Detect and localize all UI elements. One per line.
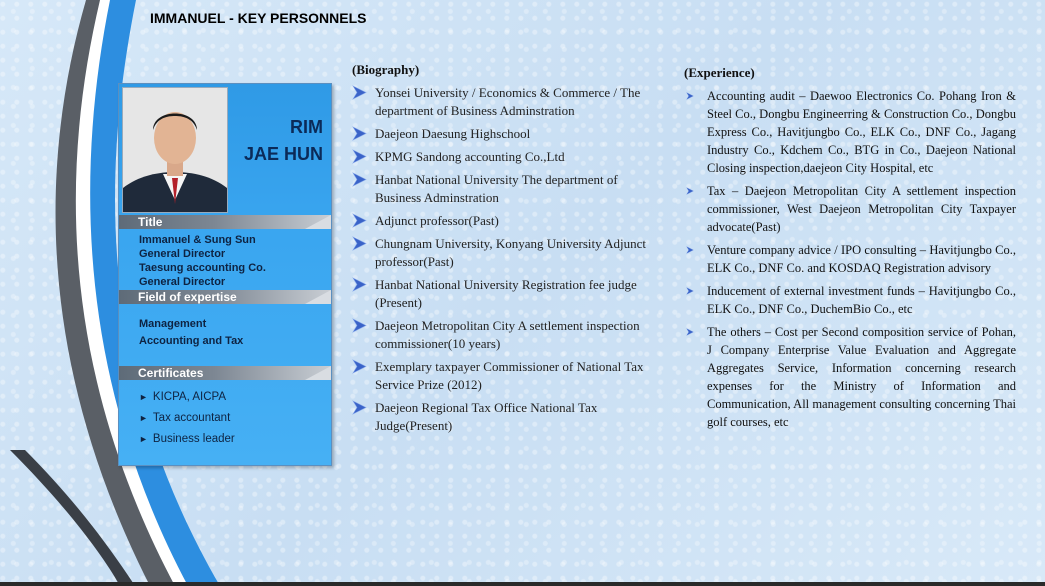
small-arrow-bullet-icon — [686, 187, 694, 195]
experience-heading: (Experience) — [684, 65, 755, 80]
biography-item: Adjunct professor(Past) — [352, 212, 652, 230]
title-details — [139, 233, 266, 289]
biography-item: Daejeon Metropolitan City A settlement inspection commissioner(10 years) — [352, 317, 652, 353]
blue-arrow-bullet-icon — [352, 85, 367, 100]
expertise-section-bar: Field of expertise — [119, 290, 331, 304]
small-arrow-bullet-icon — [686, 287, 694, 295]
blue-arrow-bullet-icon — [352, 236, 367, 251]
blue-arrow-bullet-icon — [352, 359, 367, 374]
experience-list — [686, 87, 1016, 436]
blue-arrow-bullet-icon — [352, 400, 367, 415]
title-line: General Director — [139, 248, 226, 260]
blue-arrow-bullet-icon — [352, 213, 367, 228]
biography-item: Hanbat National University The department of Business Adminstration — [352, 171, 652, 207]
certificate-item: ► KICPA, AICPA — [139, 391, 226, 403]
bottom-border — [0, 582, 1045, 586]
triangle-right-icon: ► — [139, 392, 148, 402]
biography-heading: (Biography) — [352, 62, 420, 77]
biography-item: Daejeon Daesung Highschool — [352, 125, 652, 143]
certificate-item: ► Business leader — [139, 433, 235, 445]
biography-item: Daejeon Regional Tax Office National Tax Judge(Present) — [352, 399, 652, 435]
experience-item: The others – Cost per Second composition service of Pohan, J Company Enterprise Value Evaluation and Aggregate Aggregates Service, Information concerning research expenses for the Ministry of Information and Communication, All management consulting concerning Thai golf courses, etc — [686, 323, 1016, 431]
title-line: Taesung accounting Co. — [139, 262, 266, 274]
experience-item: Venture company advice / IPO consulting – Havitjungbo Co., ELK Co., DNF Co. and KOSDAQ Registration advisory — [686, 241, 1016, 277]
experience-item: Inducement of external investment funds – Havitjungbo Co., ELK Co., DNF Co., DuchemBio Co., etc — [686, 282, 1016, 318]
blue-arrow-bullet-icon — [352, 318, 367, 333]
profile-card — [118, 83, 332, 466]
expertise-details — [139, 316, 243, 350]
triangle-right-icon: ► — [139, 434, 148, 444]
triangle-right-icon: ► — [139, 413, 148, 423]
biography-item: Hanbat National University Registration fee judge (Present) — [352, 276, 652, 312]
page-title: IMMANUEL - KEY PERSONNELS — [150, 10, 367, 26]
certificates-section-bar: Certificates — [119, 366, 331, 380]
biography-list — [352, 84, 652, 440]
name-line-1: RIM — [290, 117, 323, 137]
small-arrow-bullet-icon — [686, 328, 694, 336]
biography-item: Chungnam University, Konyang University Adjunct professor(Past) — [352, 235, 652, 271]
blue-arrow-bullet-icon — [352, 126, 367, 141]
title-line: General Director — [139, 276, 226, 288]
blue-arrow-bullet-icon — [352, 172, 367, 187]
experience-item: Accounting audit – Daewoo Electronics Co. Pohang Iron & Steel Co., Dongbu Engineerring & Construction Co., Dongbu Express Co., Havitjungbo Co., ELK Co., DNF Co., Jagang Industry Co., Kdchem Co., BTG in Co., Daejeon National Closing inspection,daejeon City Hospital, etc — [686, 87, 1016, 177]
expertise-line: Management — [139, 318, 207, 330]
person-name — [244, 114, 323, 168]
title-line: Immanuel & Sung Sun — [139, 234, 256, 246]
profile-photo — [122, 87, 228, 213]
expertise-line: Accounting and Tax — [139, 335, 244, 347]
title-section-bar: Title — [119, 215, 331, 229]
certificate-item: ► Tax accountant — [139, 412, 231, 424]
certificates-list — [139, 387, 235, 450]
biography-item: KPMG Sandong accounting Co.,Ltd — [352, 148, 652, 166]
name-line-2: JAE HUN — [243, 144, 323, 164]
biography-item: Exemplary taxpayer Commissioner of National Tax Service Prize (2012) — [352, 358, 652, 394]
blue-arrow-bullet-icon — [352, 277, 367, 292]
biography-item: Yonsei University / Economics & Commerce / The department of Business Adminstration — [352, 84, 652, 120]
small-arrow-bullet-icon — [686, 246, 694, 254]
experience-item: Tax – Daejeon Metropolitan City A settlement inspection commissioner, West Daejeon Metropolitan City Taxpayer advocate(Past) — [686, 182, 1016, 236]
small-arrow-bullet-icon — [686, 92, 694, 100]
blue-arrow-bullet-icon — [352, 149, 367, 164]
